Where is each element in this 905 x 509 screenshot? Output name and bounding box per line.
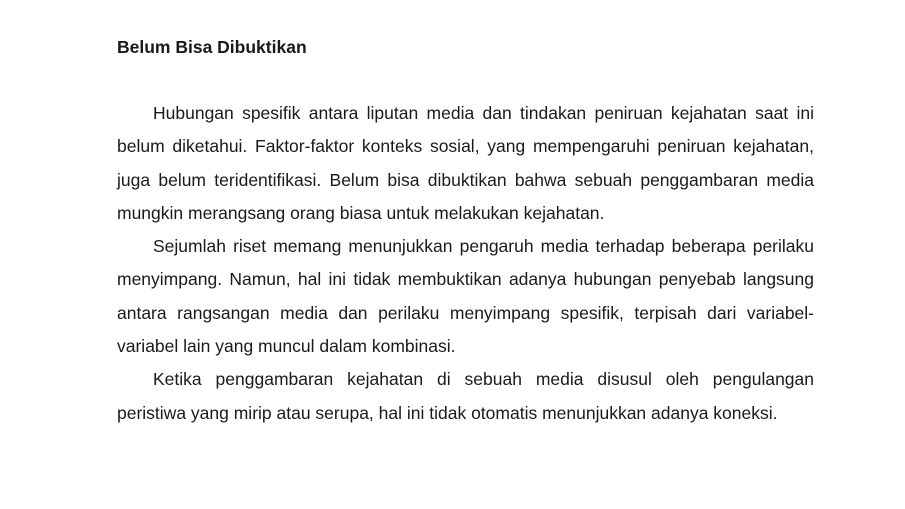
document-body [117,97,814,430]
paragraph-3: Ketika penggambaran kejahatan di sebuah media disusul oleh pengulangan peristiwa yang mirip atau serupa, hal ini tidak otomatis menunjukkan adanya koneksi. [117,369,814,423]
paragraph-2: Sejumlah riset memang menunjukkan pengaruh media terhadap beberapa perilaku menyimpang. Namun, hal ini tidak membuktikan adanya hubungan penyebab langsung antara rangsangan media dan perilaku menyimpang spesifik, terpisah dari variabel-variabel lain yang muncul dalam kombinasi. [117,236,814,357]
paragraph-1: Hubungan spesifik antara liputan media dan tindakan peniruan kejahatan saat ini belum diketahui. Faktor-faktor konteks sosial, yang mempengaruhi peniruan kejahatan, juga belum teridentifikasi. Belum bisa dibuktikan bahwa sebuah penggambaran media mungkin merangsang orang biasa untuk melakukan kejahatan. [117,103,814,223]
section-heading: Belum Bisa Dibuktikan [117,37,307,57]
